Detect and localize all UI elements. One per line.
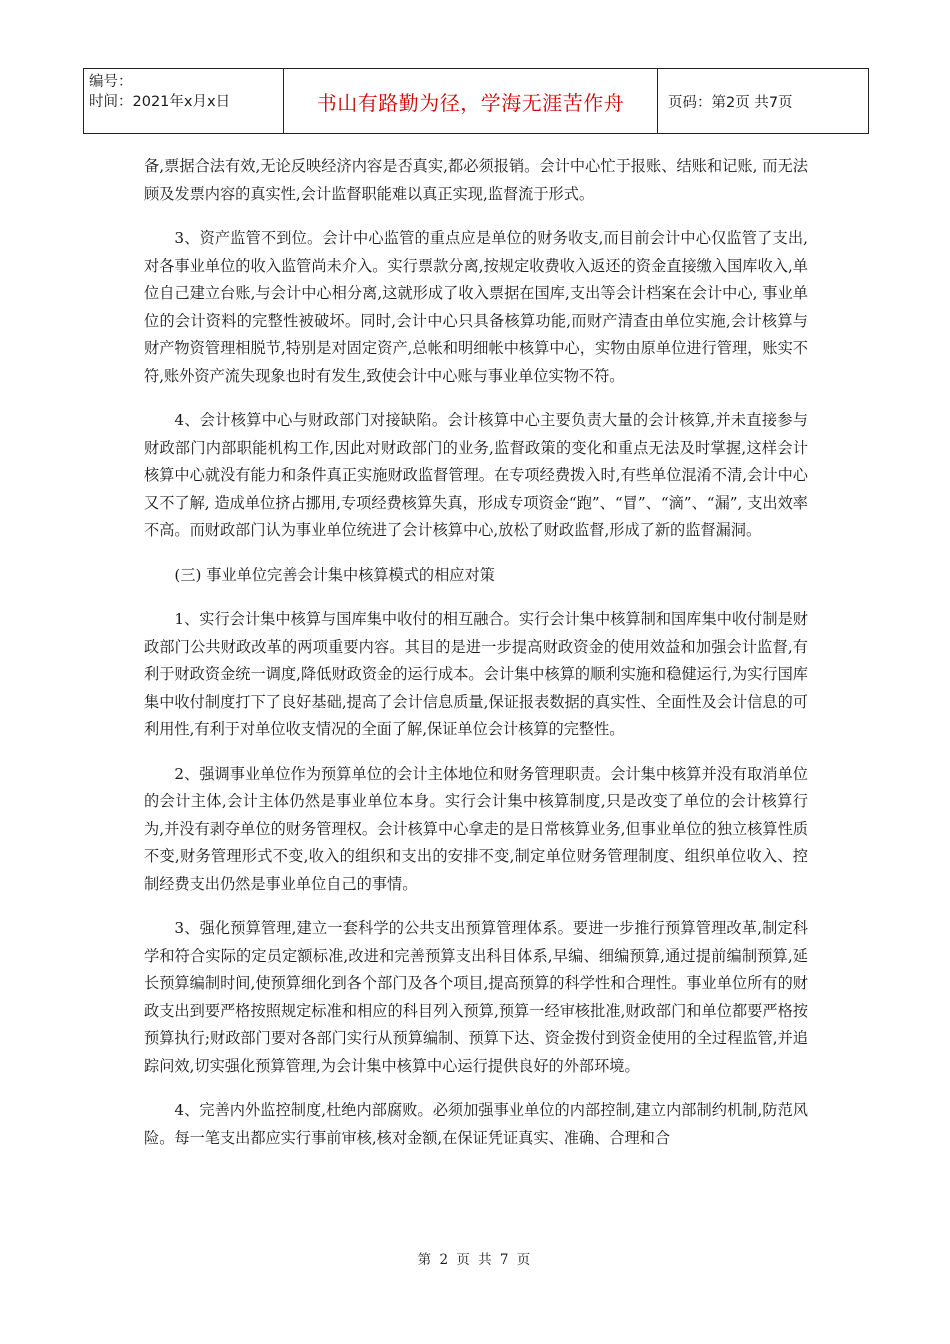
header-meta <box>84 69 284 133</box>
document-body <box>144 153 808 1169</box>
paragraph-asset-supervision: 3、资产监管不到位。会计中心监管的重点应是单位的财务收支,而目前会计中心仅监管了支出,对各事业单位的收入监管尚未介入。实行票款分离,按规定收费收入返还的资金直接缴入国库收入,单位自己建立台账,与会计中心相分离,这就形成了收入票据在国库,支出等会计档案在会计中心, 事业单位的会计资料的完整性被破坏。同时,会计中心只具备核算功能,而财产清查由单位实施,会计核算与财产物资管理相脱节,特别是对固定资产,总帐和明细帐中核算中心，实物由原单位进行管理，账实不符,账外资产流失现象也时有发生,致使会计中心账与事业单位实物不符。 <box>144 229 808 385</box>
paragraph-continuation: 备,票据合法有效,无论反映经济内容是否真实,都必须报销。会计中心忙于报账、结账和记账, 而无法顾及发票内容的真实性,会计监督职能难以真正实现,监督流于形式。 <box>144 157 808 203</box>
header-page-info: 页码：第2页 共7页 <box>668 94 793 111</box>
page-footer: 第 2 页 共 7 页 <box>417 1252 533 1268</box>
paragraph-countermeasure-1: 1、实行会计集中核算与国库集中收付的相互融合。实行会计集中核算制和国库集中收付制是财政部门公共财政改革的两项重要内容。其目的是进一步提高财政资金的使用效益和加强会计监督,有利于财政资金统一调度,降低财政资金的运行成本。会计集中核算的顺利实施和稳健运行,为实行国库集中收付制度打下了良好基础,提高了会计信息质量,保证报表数据的真实性、全面性及会计信息的可利用性,有利于对单位收支情况的全面了解,保证单位会计核算的完整性。 <box>144 610 808 738</box>
section-heading: (三) 事业单位完善会计集中核算模式的相应对策 <box>174 565 495 584</box>
paragraph-countermeasure-4: 4、完善内外监控制度,杜绝内部腐败。必须加强事业单位的内部控制,建立内部制约机制,防范风险。每一笔支出都应实行事前审核,核对金额,在保证凭证真实、准确、合理和合 <box>144 1101 808 1147</box>
paragraph-countermeasure-2: 2、强调事业单位作为预算单位的会计主体地位和财务管理职责。会计集中核算并没有取消单位的会计主体,会计主体仍然是事业单位本身。实行会计集中核算制度,只是改变了单位的会计核算行为,并没有剥夺单位的财务管理权。会计核算中心拿走的是日常核算业务,但事业单位的独立核算性质不变,财务管理形式不变,收入的组织和支出的安排不变,制定单位财务管理制度、组织单位收入、控制经费支出仍然是事业单位自己的事情。 <box>144 764 808 893</box>
page-header <box>83 68 869 134</box>
paragraph-countermeasure-3: 3、强化预算管理,建立一套科学的公共支出预算管理体系。要进一步推行预算管理改革,制定科学和符合实际的定员定额标准,改进和完善预算支出科目体系,早编、细编预算,通过提前编制预算,延长预算编制时间,使预算细化到各个部门及各个项目,提高预算的科学性和合理性。事业单位所有的财政支出到要严格按照规定标准和相应的科目列入预算,预算一经审核批准,财政部门和单位都要严格按预算执行;财政部门要对各部门实行从预算编制、预算下达、资金拨付到资金使用的全过程监管,并追踪问效,切实强化预算管理,为会计集中核算中心运行提供良好的外部环境。 <box>144 919 808 1075</box>
header-motto: 书山有路勤为径，学海无涯苦作舟 <box>284 69 658 133</box>
document-number-label: 编号： <box>89 74 133 90</box>
paragraph-finance-dept-gap: 4、会计核算中心与财政部门对接缺陷。会计核算中心主要负责大量的会计核算,并未直接参与财政部门内部职能机构工作,因此对财政部门的业务,监督政策的变化和重点无法及时掌握,这样会计核算中心就没有能力和条件真正实施财政监督管理。在专项经费拨入时,有些单位混淆不清,会计中心又不了解, 造成单位挤占挪用,专项经费核算失真，形成专项资金“跑”、“冒”、“滴”、“漏”, 支出效率不高。而财政部门认为事业单位统进了会计核算中心,放松了财政监督,形成了新的监督漏洞。 <box>144 411 808 539</box>
document-date-label: 时间：2021年x月x日 <box>89 94 231 110</box>
